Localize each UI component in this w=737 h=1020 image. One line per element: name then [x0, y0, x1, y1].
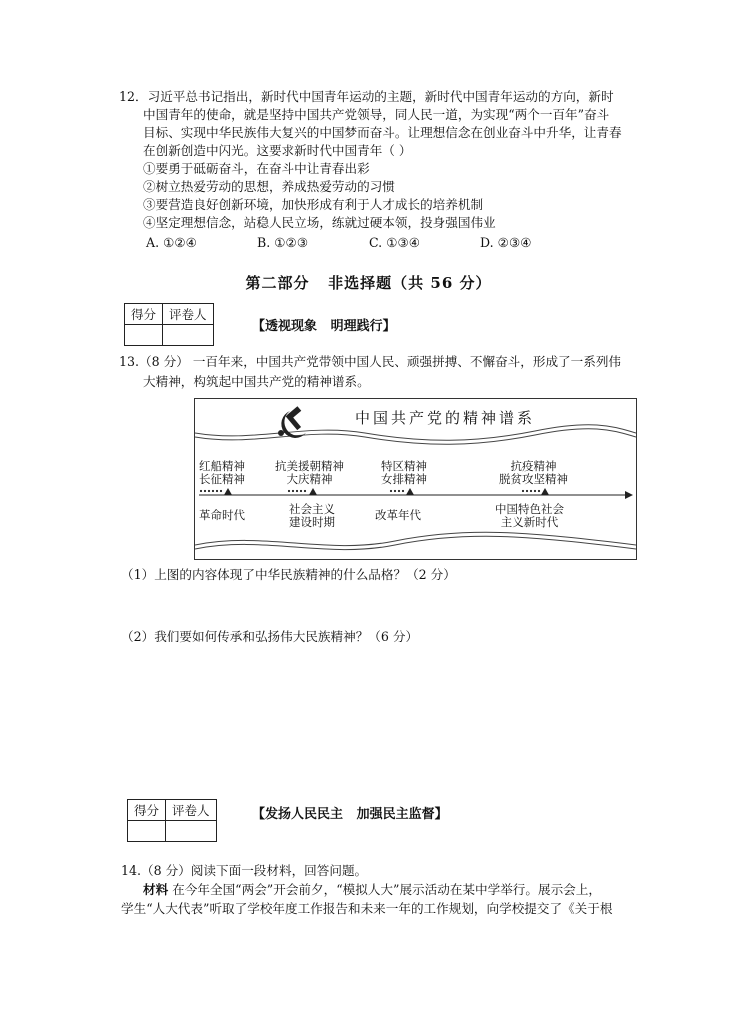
- spirit-label: 女排精神: [381, 472, 427, 486]
- spirit-label: 特区精神: [381, 459, 427, 473]
- era-group-4: [495, 503, 564, 529]
- era-label: 改革年代: [375, 508, 421, 522]
- section-banner-1: 【透视现象 明理践行】: [252, 319, 396, 334]
- q12-option-d[interactable]: D. ②③④: [480, 235, 532, 250]
- spirit-group-4: [499, 460, 568, 486]
- spirit-label: 大庆精神: [286, 472, 333, 486]
- q12-line-3: 目标、实现中华民族伟大复兴的中国梦而奋斗。让理想信念在创业奋斗中升华，让青春: [143, 125, 622, 140]
- q12-item-1: ①要勇于砥砺奋斗，在奋斗中让青春出彩: [143, 161, 370, 176]
- q13-line-2: 大精神，构筑起中国共产党的精神谱系。: [143, 374, 370, 389]
- era-label: 建设时期: [289, 515, 335, 529]
- q12-item-4: ④坚定理想信念，站稳人民立场，练就过硬本领，投身强国伟业: [143, 215, 496, 230]
- grader-cell-label: 评卷人: [163, 304, 214, 325]
- score-cell-blank[interactable]: [128, 821, 166, 842]
- spirit-group-2: [275, 460, 344, 486]
- q12-item-2: ②树立热爱劳动的思想，养成热爱劳动的习惯: [143, 179, 395, 194]
- q14-material-line-1: [143, 881, 601, 899]
- q13-sub-question-2: （2）我们要如何传承和弘扬伟大民族精神？（6 分）: [121, 629, 419, 644]
- q12-option-c[interactable]: C. ①③④: [369, 235, 421, 250]
- section-banner-2: 【发扬人民民主 加强民主监督】: [252, 807, 448, 822]
- spirit-lineage-diagram: [194, 398, 637, 560]
- score-cell-blank[interactable]: [125, 325, 163, 346]
- spirit-label: 长征精神: [199, 472, 245, 486]
- q12-line-2: 中国青年的使命，就是坚持中国共产党领导，同人民一道，为实现“两个一百年”奋斗: [143, 107, 610, 122]
- q13-line-1: 13.（8 分） 一百年来，中国共产党带领中国人民、顽强拼搏、不懈奋斗，形成了一系列伟: [119, 354, 622, 369]
- q12-item-3: ③要营造良好创新环境，加快形成有利于人才成长的培养机制: [143, 197, 484, 212]
- era-label: 社会主义: [289, 502, 335, 516]
- score-cell-label: 得分: [128, 800, 166, 821]
- spirit-label: 脱贫攻坚精神: [499, 472, 568, 486]
- q13-sub-question-1: （1）上图的内容体现了中华民族精神的什么品格？（2 分）: [121, 567, 456, 582]
- era-label: 革命时代: [199, 508, 245, 522]
- hammer-sickle-icon: [278, 406, 306, 438]
- grader-cell-blank[interactable]: [166, 821, 217, 842]
- q12-line-4: 在创新创造中闪光。这要求新时代中国青年（ ）: [143, 143, 412, 158]
- era-group-1: [199, 509, 245, 522]
- era-group-3: [375, 509, 421, 522]
- q12-option-a[interactable]: A. ①②④: [146, 235, 197, 250]
- grader-cell-label: 评卷人: [166, 800, 217, 821]
- q12-line-1: 12．习近平总书记指出，新时代中国青年运动的主题，新时代中国青年运动的方向，新时: [119, 89, 614, 104]
- q12-option-b[interactable]: B. ①②③: [257, 235, 309, 250]
- spirit-label: 抗疫精神: [510, 459, 557, 473]
- grader-cell-blank[interactable]: [163, 325, 214, 346]
- q14-material-line-2: 学生“人大代表”听取了学校年度工作报告和未来一年的工作规划，向学校提交了《关于根: [121, 901, 613, 916]
- score-table-2: [127, 799, 217, 842]
- spirit-group-1: [199, 460, 245, 486]
- spirit-label: 红船精神: [199, 459, 245, 473]
- diagram-title: 中国共产党的精神谱系: [355, 409, 536, 427]
- material-label: 材料: [143, 882, 169, 897]
- era-label: 主义新时代: [500, 515, 559, 529]
- spirit-label: 抗美援朝精神: [275, 459, 344, 473]
- material-text: 在今年全国“两会”开会前夕，“模拟人大”展示活动在某中学举行。展示会上，: [168, 882, 601, 897]
- score-table-1: [124, 303, 214, 346]
- spirit-group-3: [381, 460, 427, 486]
- part2-title: 第二部分 非选择题（共 56 分）: [245, 274, 492, 292]
- score-cell-label: 得分: [125, 304, 163, 325]
- q14-line-1: 14.（8 分）阅读下面一段材料，回答问题。: [121, 863, 368, 878]
- era-label: 中国特色社会: [495, 502, 564, 516]
- era-group-2: [289, 503, 335, 529]
